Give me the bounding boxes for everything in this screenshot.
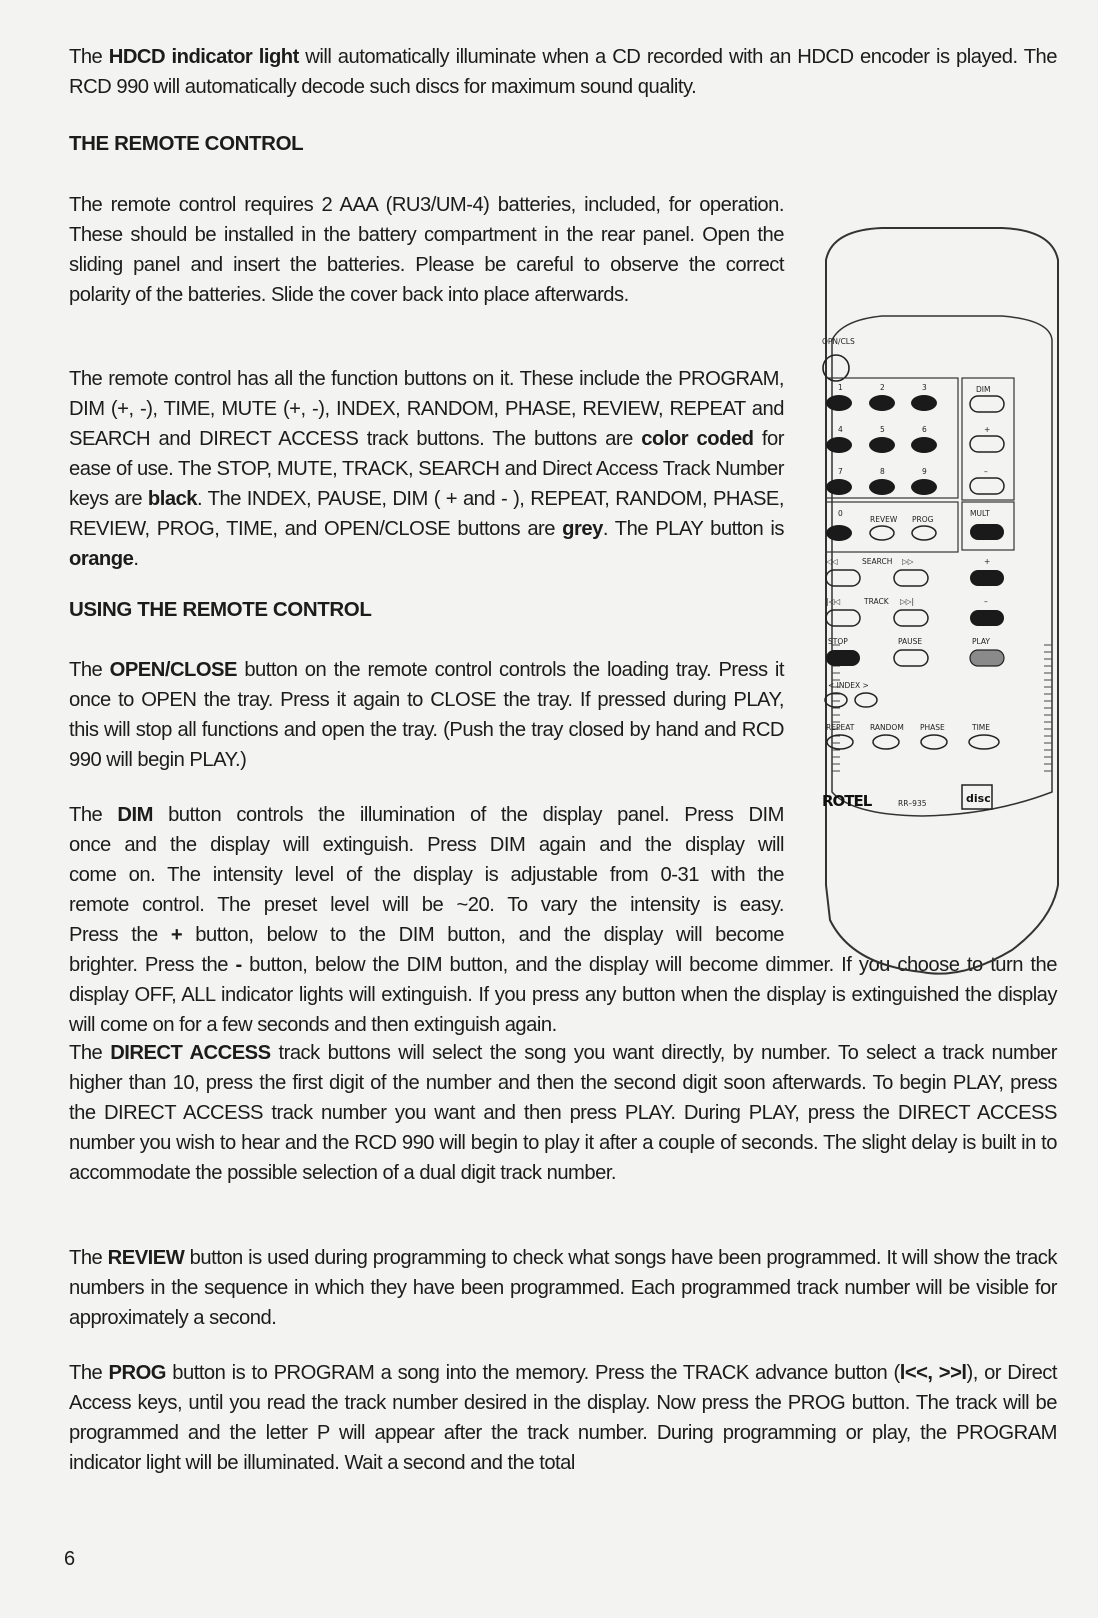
dim-label: DIM <box>976 385 991 394</box>
search-forward-icon: ▷▷ <box>902 557 914 566</box>
digit-label-1: 1 <box>838 383 843 392</box>
text-run: . The INDEX, PAUSE, DIM ( + and - ), REPEAT, RANDOM, PHASE, REVIEW, PROG, TIME, and OPEN/CLOSE buttons are <box>69 488 784 540</box>
review-paragraph: The REVIEW button is used during programming to check what songs have been programmed. It will show the track numbers in the sequence in which they have been programmed. Each programmed track number will be visible for approximately a second. <box>69 1247 1057 1329</box>
digit-1-button[interactable] <box>826 395 852 411</box>
open-close-paragraph <box>69 655 784 775</box>
batteries-paragraph: The remote control requires 2 AAA (RU3/UM-4) batteries, included, for operation. These should be installed in the battery compartment in the rear panel. Open the sliding panel and insert the batteries. Please be careful to observe the correct polarity of the batteries. Slide the cover back into place afterwards. <box>69 194 784 306</box>
dim-plus-label: + <box>984 425 991 434</box>
search-back-icon: ◁◁ <box>826 557 838 566</box>
mute-minus-label: – <box>984 597 988 606</box>
stop-label: STOP <box>828 637 848 646</box>
dim-minus-label: – <box>984 467 988 476</box>
phase-label: PHASE <box>920 723 945 732</box>
digit-label-8: 8 <box>880 467 885 476</box>
track-back-icon: |◁◁ <box>826 597 841 606</box>
text-run: will automatically illuminate when a CD recorded with an HDCD encoder is played. The RCD 990 will automatically decode such discs for maximum sound quality. <box>69 46 1057 98</box>
digit-label-5: 5 <box>880 425 885 434</box>
mute-label: MULT <box>970 509 990 518</box>
remote-body-outline <box>826 228 1058 974</box>
repeat-button[interactable] <box>827 735 853 749</box>
digit-label-7: 7 <box>838 467 843 476</box>
remote-svg <box>812 220 1068 980</box>
remote-control-illustration <box>812 220 1068 980</box>
bold-term: grey <box>562 518 603 540</box>
play-label: PLAY <box>972 637 991 646</box>
dim-plus-button[interactable] <box>970 436 1004 452</box>
dim-line-1: The DIM button controls the illumination of the display panel. Press DIM <box>69 804 784 826</box>
search-back-button[interactable] <box>826 570 860 586</box>
phase-button[interactable] <box>921 735 947 749</box>
remote-inner-panel <box>832 316 1052 816</box>
search-label: SEARCH <box>862 557 893 566</box>
index-forward-button[interactable] <box>855 693 877 707</box>
track-back-button[interactable] <box>826 610 860 626</box>
bold-term: HDCD indicator light <box>108 46 299 68</box>
dim-paragraph-top <box>69 800 784 950</box>
digit-0-button[interactable] <box>826 525 852 541</box>
track-forward-icon: ▷▷| <box>900 597 915 606</box>
bold-term: orange <box>69 548 134 570</box>
bold-term: black <box>147 488 198 510</box>
side-ridges <box>832 645 1052 771</box>
text-run: button on the remote control controls the loading tray. Press it once to OPEN the tray. Press it again to CLOSE the tray. If pressed during PLAY, this will stop all functions and open the tray. (Push the tray closed by hand and RCD 990 will begin PLAY.) <box>69 659 784 771</box>
pause-label: PAUSE <box>898 637 923 646</box>
digit-5-button[interactable] <box>869 437 895 453</box>
dim-line-4: remote control. The preset level will be ~20. To vary the intensity is easy. <box>69 894 784 916</box>
stop-button[interactable] <box>826 650 860 666</box>
mute-plus-button[interactable] <box>970 570 1004 586</box>
digit-3-button[interactable] <box>911 395 937 411</box>
mute-minus-button[interactable] <box>970 610 1004 626</box>
digit-panel <box>826 378 958 498</box>
digit-label-2: 2 <box>880 383 885 392</box>
time-label: TIME <box>972 723 991 732</box>
brand-logo: ROTEL <box>822 792 872 810</box>
prog-label: PROG <box>912 515 934 524</box>
disc-logo-text: disc <box>966 792 991 805</box>
dim-button[interactable] <box>970 396 1004 412</box>
dim-line-3: come on. The intensity level of the display is adjustable from 0-31 with the <box>69 864 784 886</box>
dim-line-2: once and the display will extinguish. Press DIM again and the display will <box>69 834 784 856</box>
hdcd-paragraph <box>69 42 1057 102</box>
play-button[interactable] <box>970 650 1004 666</box>
model-label: RR–935 <box>898 799 927 808</box>
digit-4-button[interactable] <box>826 437 852 453</box>
bold-term: color coded <box>641 428 754 450</box>
dim-line-5: Press the + button, below to the DIM button, and the display will become <box>69 924 784 946</box>
digit-7-button[interactable] <box>826 479 852 495</box>
digit-6-button[interactable] <box>911 437 937 453</box>
pause-button[interactable] <box>894 650 928 666</box>
text-run: The remote control has all the function buttons on it. These include the PROGRAM, DIM (+, -), TIME, MUTE (+, -), INDEX, RANDOM, PHASE, REVIEW, REPEAT and SEARCH and DIRECT ACCESS track buttons. The buttons are <box>69 368 784 450</box>
track-label: TRACK <box>864 597 889 606</box>
prog-paragraph: The PROG button is to PROGRAM a song into the memory. Press the TRACK advance button (l<<, >>l), or Direct Access keys, until you read the track number desired in the display. Now press the PROG button. The track will be programmed and the letter P will appear after the track number. During programming or play, the PROGRAM indicator light will be illuminated. Wait a second and the total <box>69 1362 1057 1474</box>
section-heading-using: USING THE REMOTE CONTROL <box>69 598 372 621</box>
dim-minus-button[interactable] <box>970 478 1004 494</box>
text-run: . <box>133 548 139 570</box>
time-button[interactable] <box>969 735 999 749</box>
search-forward-button[interactable] <box>894 570 928 586</box>
buttons-paragraph <box>69 364 784 574</box>
text-run: for ease of use. The STOP, MUTE, TRACK, SEARCH and Direct Access Track Number keys are <box>69 428 784 510</box>
review-label: REVEW <box>870 515 898 524</box>
digit-label-0: 0 <box>838 509 843 518</box>
index-label-row: < INDEX > <box>828 681 869 690</box>
random-button[interactable] <box>873 735 899 749</box>
review-button[interactable] <box>870 526 894 540</box>
digit-label-9: 9 <box>922 467 927 476</box>
page-number: 6 <box>64 1548 76 1570</box>
digit-8-button[interactable] <box>869 479 895 495</box>
digit-label-6: 6 <box>922 425 927 434</box>
dim-paragraph-rest: brighter. Press the - button, below the DIM button, and the display will become dimmer. If you choose to turn the display OFF, ALL indicator lights will extinguish. If you press any button when the display is extinguished the display will come on for a few seconds and then extinguish again. <box>69 954 1057 1036</box>
bold-term: OPEN/CLOSE <box>109 659 237 681</box>
track-forward-button[interactable] <box>894 610 928 626</box>
section-heading-remote: THE REMOTE CONTROL <box>69 132 304 155</box>
text-run: The <box>69 659 110 681</box>
prog-button[interactable] <box>912 526 936 540</box>
random-label: RANDOM <box>870 723 904 732</box>
digit-label-4: 4 <box>838 425 843 434</box>
direct-access-paragraph: The DIRECT ACCESS track buttons will select the song you want directly, by number. To select a track number higher than 10, press the first digit of the number and then the second digit soon afterwards. To begin PLAY, press the DIRECT ACCESS track number you want and then press PLAY. During PLAY, press the DIRECT ACCESS number you wish to hear and the RCD 990 will begin to play it after a couple of seconds. The slight delay is built in to accommodate the possible selection of a dual digit track number. <box>69 1042 1058 1184</box>
digit-9-button[interactable] <box>911 479 937 495</box>
text-run: The <box>69 46 109 68</box>
mute-plus-label: + <box>984 557 991 566</box>
digit-label-3: 3 <box>922 383 927 392</box>
index-back-button[interactable] <box>825 693 847 707</box>
digit-2-button[interactable] <box>869 395 895 411</box>
open-close-label: OPN/CLS <box>822 337 855 346</box>
repeat-label: REPEAT <box>826 723 855 732</box>
text-run: . The PLAY button is <box>602 518 784 540</box>
mute-button[interactable] <box>970 524 1004 540</box>
